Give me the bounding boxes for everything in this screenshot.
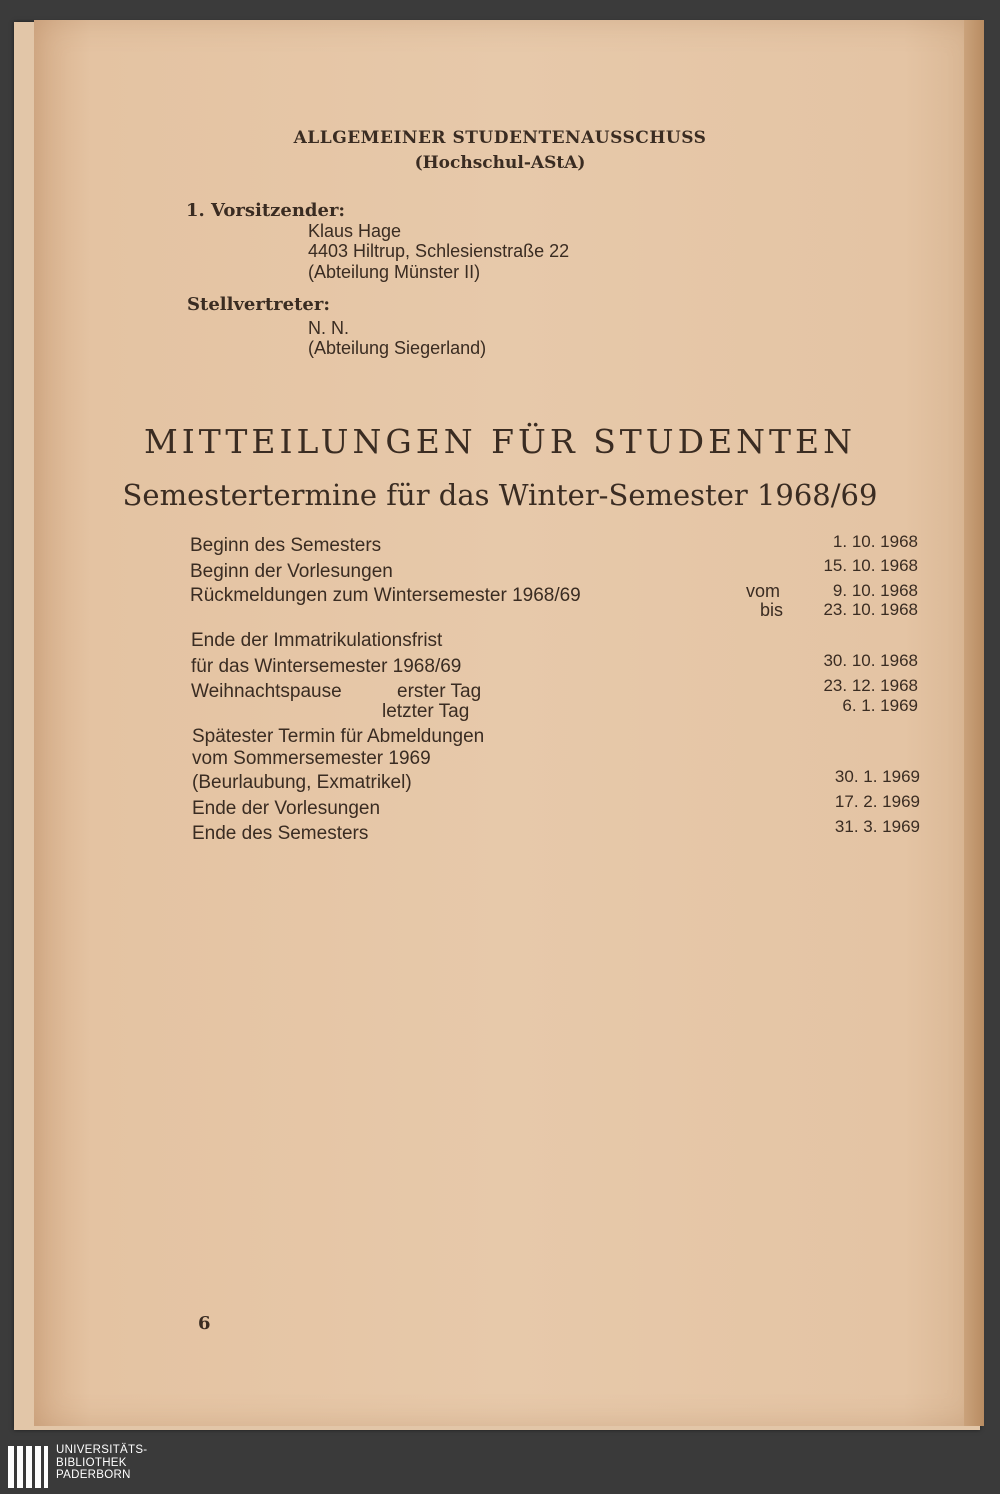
schedule-date: 1. 10. 1968 <box>832 532 918 551</box>
schedule-label: Ende der Vorlesungen <box>192 798 381 819</box>
asta-subtitle: (Hochschul-AStA) <box>414 153 586 173</box>
schedule-date: 30. 1. 1969 <box>834 767 920 786</box>
asta-title: ALLGEMEINER STUDENTENAUSSCHUSS <box>293 128 707 148</box>
schedule-label: Ende der Immatrikulationsfrist <box>191 630 443 651</box>
chair-address: 4403 Hiltrup, Schlesienstraße 22 <box>308 241 570 261</box>
deputy-department: (Abteilung Siegerland) <box>308 338 487 358</box>
document-page <box>34 20 980 1426</box>
page-edge <box>964 20 984 1426</box>
announcements-subtitle: Semestertermine für das Winter-Semester 1968/69 <box>122 478 878 512</box>
chair-department: (Abteilung Münster II) <box>308 262 481 282</box>
schedule-label: Ende des Semesters <box>192 823 369 844</box>
chair-name: Klaus Hage <box>308 221 402 241</box>
announcements-title: MITTEILUNGEN FÜR STUDENTEN <box>143 422 857 461</box>
schedule-date: 30. 10. 1968 <box>823 651 918 670</box>
chair-label: 1. Vorsitzender: <box>186 200 346 221</box>
schedule-date: 23. 10. 1968 <box>823 600 918 619</box>
schedule-date: 15. 10. 1968 <box>823 556 918 575</box>
schedule-label: Beginn des Semesters <box>190 535 382 556</box>
schedule-label: Rückmeldungen zum Wintersemester 1968/69 <box>190 585 581 606</box>
schedule-date: 23. 12. 1968 <box>823 676 918 695</box>
schedule-label: Weihnachtspause <box>191 681 342 702</box>
library-logo-line: BIBLIOTHEK <box>56 1456 127 1469</box>
schedule-date: 6. 1. 1969 <box>842 696 918 715</box>
library-logo-icon <box>8 1446 48 1488</box>
schedule-date: 9. 10. 1968 <box>832 581 918 600</box>
library-logo-line: UNIVERSITÄTS- <box>56 1444 148 1456</box>
schedule-label: vom Sommersemester 1969 <box>192 748 431 769</box>
schedule-label: letzter Tag <box>382 701 470 722</box>
page-number: 6 <box>198 1313 211 1334</box>
schedule-to-label: bis <box>760 600 784 620</box>
library-logo-text <box>56 1444 147 1482</box>
schedule-label: erster Tag <box>397 681 482 702</box>
library-footer <box>0 1440 1000 1494</box>
schedule-from-label: vom <box>746 581 781 601</box>
deputy-name: N. N. <box>308 318 350 338</box>
schedule-label: Beginn der Vorlesungen <box>190 561 393 582</box>
schedule-date: 31. 3. 1969 <box>834 817 920 836</box>
deputy-label: Stellvertreter: <box>187 294 330 315</box>
schedule-date: 17. 2. 1969 <box>834 792 920 811</box>
library-logo-line: PADERBORN <box>56 1469 131 1481</box>
schedule-label: (Beurlaubung, Exmatrikel) <box>192 772 412 793</box>
schedule-label: für das Wintersemester 1968/69 <box>191 656 462 677</box>
schedule-label: Spätester Termin für Abmeldungen <box>192 726 485 747</box>
